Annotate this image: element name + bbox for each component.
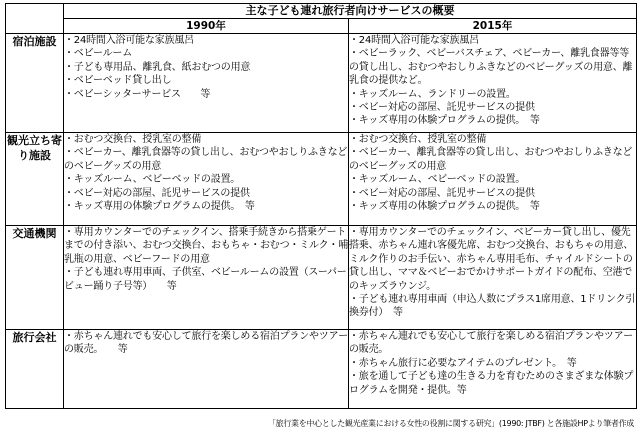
row-category-lodging: 宿泊施設 <box>6 34 64 133</box>
cell-tourist-facilities-2015: ・おむつ交換台、授乳室の整備 ・ベビーカー、離乳食器等の貸し出し、おむつやおしりふきなどのベビーグッズの用意 ・キッズルーム、ベビーベッドの設置。 ・ベビー対応の部屋、託児サービスの提供 ・キッズ専用の体験プログラムの提供。 等 <box>349 133 637 226</box>
table-row <box>6 133 637 226</box>
cell-lodging-2015: ・24時間入浴可能な家族風呂 ・ベビーラック、ベビーバスチェア、ベビーカー、離乳食器等等の貸し出し、おむつやおしりふきなどのベビーグッズの用意、離乳食の提供など。 ・キッズルーム、ランドリーの設置。 ・ベビー対応の部屋、託児サービスの提供 ・キッズ専用の体験プログラムの提供。 等 <box>349 34 637 133</box>
table-header-row <box>6 19 637 34</box>
cell-transport-2015: ・専用カウンターでのチェックイン、ベビーカー貸し出し、優先搭乗、赤ちゃん連れ客優先席、おむつ交換台、おもちゃの用意、ミルク作りのお手伝い、赤ちゃん専用毛布、チャイルドシートの貸し出し、ママ＆ベビーおでかけサポートガイドの配布、空港でのキッズラウンジ。 ・子ども連れ専用車両（申込人数にプラス1席用意、1ドリンク引換券付） 等 <box>349 226 637 330</box>
table-corner-cell <box>6 4 64 34</box>
services-overview-table <box>5 3 637 409</box>
table-title: 主な子ども連れ旅行者向けサービスの概要 <box>64 4 637 19</box>
cell-lodging-1990: ・24時間入浴可能な家族風呂 ・ベビールーム ・子ども専用品、離乳食、紙おむつの用意 ・ベビーベッド貸し出し ・ベビーシッターサービス 等 <box>64 34 349 133</box>
row-category-tourist-facilities: 観光立ち寄り施設 <box>6 133 64 226</box>
table-row <box>6 226 637 330</box>
cell-transport-1990: ・専用カウンターでのチェックイン、搭乗手続きから搭乗ゲートまでの付き添い、おむつ交換台、おもちゃ・おむつ・ミルク・哺乳瓶の用意、ベビーフードの用意 ・子ども連れ専用車両、子供室、ベビールームの設置（スーパービュー踊り子号等） 等 <box>64 226 349 330</box>
cell-tourist-facilities-1990: ・おむつ交換台、授乳室の整備 ・ベビーカー、離乳食器等の貸し出し、おむつやおしりふきなどのベビーグッズの用意 ・キッズルーム、ベビーベッドの設置。 ・ベビー対応の部屋、託児サービスの提供 ・キッズ専用の体験プログラムの提供。 等 <box>64 133 349 226</box>
table-title-row <box>6 4 637 19</box>
table-row <box>6 330 637 409</box>
table-row <box>6 34 637 133</box>
cell-travel-agency-1990: ・赤ちゃん連れでも安心して旅行を楽しめる宿泊プランやツアーの販売。 等 <box>64 330 349 409</box>
cell-travel-agency-2015: ・赤ちゃん連れでも安心して旅行を楽しめる宿泊プランやツアーの販売。 ・赤ちゃん旅行に必要なアイテムのプレゼント。 等 ・旅を通して子ども達の生きる力を育むためのさまざまな体験プログラムを開発・提供。等 <box>349 330 637 409</box>
source-note: 「旅行業を中心とした観光産業における女性の役割に関する研究」(1990: JTBF) と各施設HPより筆者作成 <box>267 419 634 428</box>
row-category-travel-agency: 旅行会社 <box>6 330 64 409</box>
column-header-2015: 2015年 <box>349 19 637 34</box>
row-category-transport: 交通機関 <box>6 226 64 330</box>
column-header-1990: 1990年 <box>64 19 349 34</box>
